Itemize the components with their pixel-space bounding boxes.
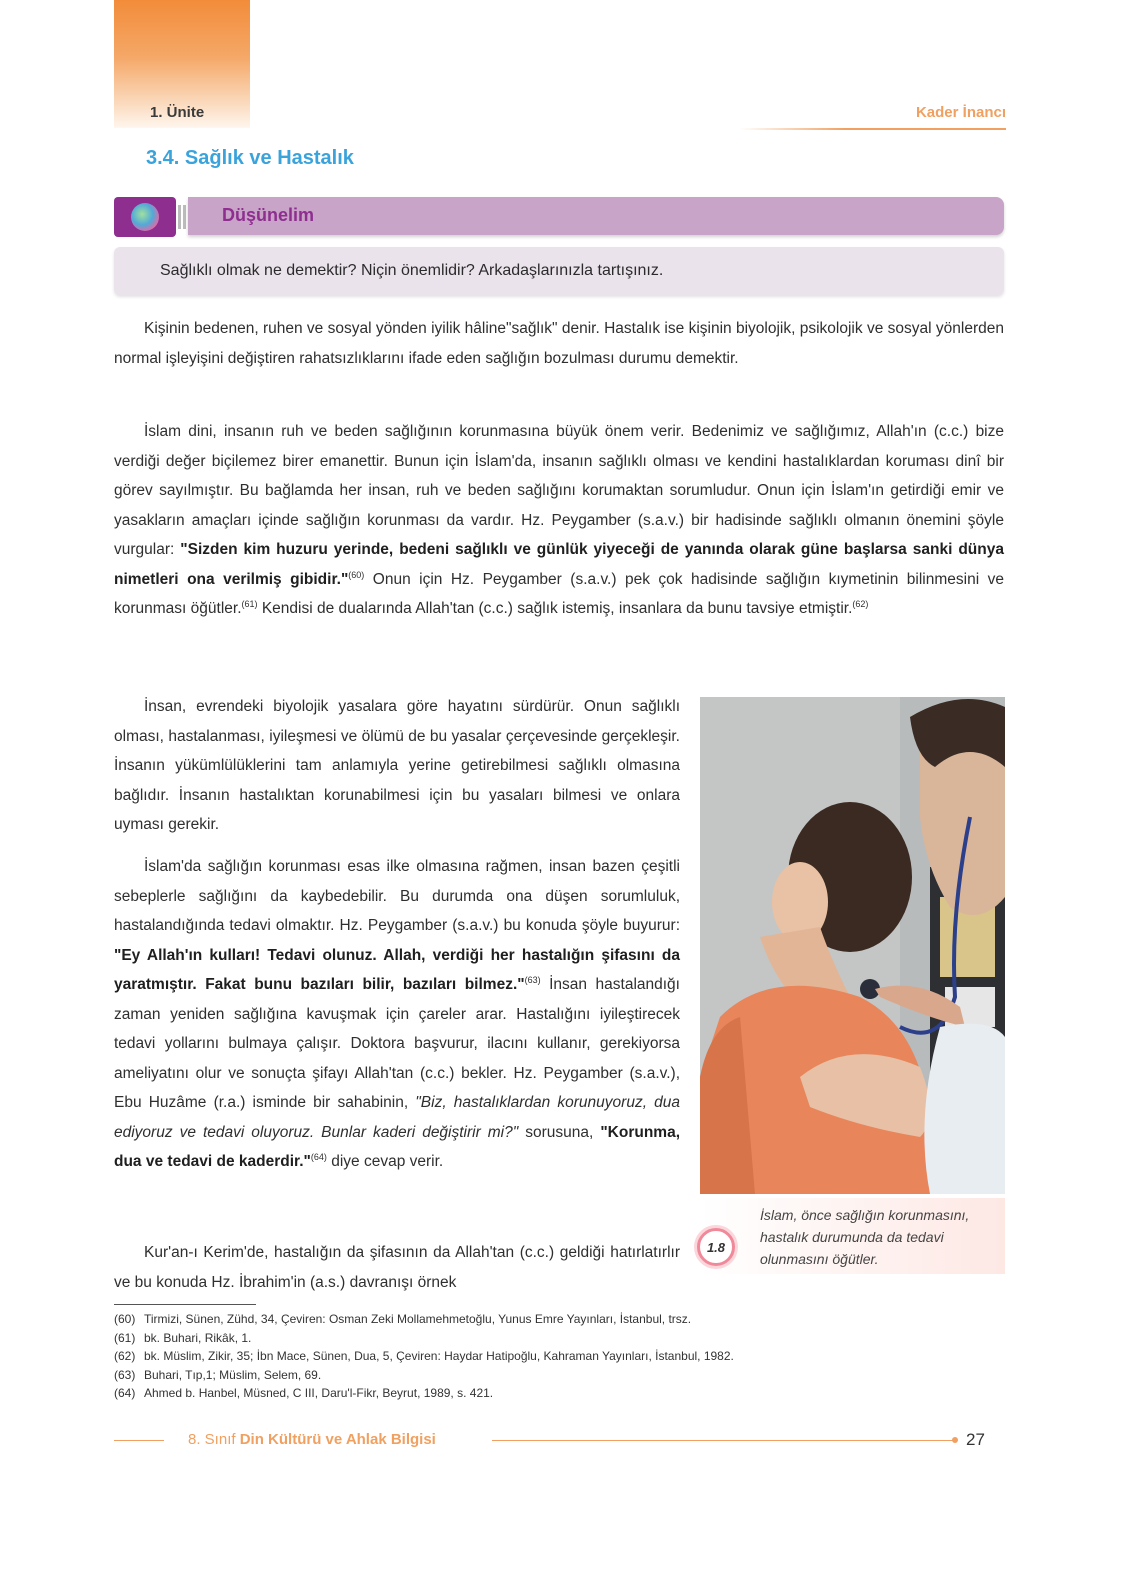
- think-box: [114, 247, 1004, 295]
- footer-book-title: [188, 1431, 436, 1448]
- paragraph-text: Kendisi de dualarında Allah'tan (c.c.) sağlık istemiş, insanlara da bunu tavsiye etmiştir.: [257, 600, 853, 617]
- footer-dot: [952, 1437, 958, 1443]
- figure-caption: İslam, önce sağlığın korunmasını, hastalık durumunda da tedavi olunmasını öğütler.: [760, 1207, 970, 1267]
- footnote-ref: (63): [524, 974, 541, 985]
- footnote-ref: (62): [852, 598, 869, 609]
- footnote-text: bk. Buhari, Rikâk, 1.: [144, 1330, 252, 1345]
- chapter-label: Kader İnancı: [915, 104, 1006, 121]
- footnote-number: (62): [114, 1349, 136, 1363]
- hadith-quote: "Ey Allah'ın kulları! Tedavi olunuz. Allah, verdiği her hastalığın şifasını da yaratmıştır. Fakat bunu bazıları bilir, bazıları bilmez.": [114, 946, 680, 993]
- hadith-quote: "Korunma, dua ve tedavi de kaderdir.": [114, 1123, 680, 1170]
- footnote-ref: (64): [310, 1151, 327, 1162]
- paragraph-1: [114, 314, 1004, 373]
- footnote-text: Ahmed b. Hanbel, Müsned, C III, Daru'l-Fikr, Beyrut, 1989, s. 421.: [144, 1386, 494, 1400]
- footnote-number: (63): [114, 1367, 136, 1382]
- footnote-rule: [114, 1304, 256, 1305]
- paragraph-4: [114, 852, 680, 1177]
- binder-rings-icon: [178, 205, 186, 229]
- globe-icon: [114, 197, 176, 237]
- paragraph-text: İnsan hastalandığı zaman yeniden sağlığına kavuşmak için çareler arar. Hastalığını iyileştirecek tedavi yollarını bulmaya çalışır. Doktora başvurur, ilacını kullanır, gerekiyorsa ameliyatını olur ve sonuçta şifayı Allah'tan (c.c.) bekler. Hz. Peygamber (s.a.v.), Ebu Huzâme (r.a.) isminde bir sahabinin,: [114, 976, 680, 1111]
- companion-question: "Biz, hastalıklardan korunuyoruz, dua ediyoruz ve tedavi oluyoruz. Bunlar kaderi değiştirir mi?": [114, 1094, 680, 1141]
- footnotes: [114, 1310, 1014, 1403]
- section-title: 3.4. Sağlık ve Hastalık: [146, 147, 354, 169]
- unit-label: 1. Ünite: [150, 104, 205, 121]
- paragraph-5: [114, 1238, 680, 1297]
- footnote-number: (64): [114, 1386, 136, 1400]
- paragraph-text: diye cevap verir.: [326, 1153, 444, 1170]
- footer-grade: 8. Sınıf: [188, 1431, 236, 1448]
- doctor-examining-child-photo: [700, 697, 1005, 1194]
- footer-rule-right: [492, 1440, 954, 1441]
- hadith-quote: "Sizden kim huzuru yerinde, bedeni sağlıklı ve günlük yiyeceği de yanında olarak güne başlarsa sanki dünya nimetleri ona verilmiş gibidir.": [114, 541, 1004, 588]
- footnote-text: Buhari, Tıp,1; Müslim, Selem, 69.: [144, 1367, 322, 1382]
- page-number: 27: [966, 1430, 985, 1449]
- footnote-text: Tirmizi, Sünen, Zühd, 34, Çeviren: Osman Zeki Mollamehmetoğlu, Yunus Emre Yayınları, İstanbul, trsz.: [144, 1312, 692, 1326]
- paragraph-text: Kur'an-ı Kerim'de, hastalığın da şifasının da Allah'tan (c.c.) geldiği hatırlatırlır ve bu konuda Hz. İbrahim'in (a.s.) davranışı örnek: [114, 1244, 680, 1291]
- paragraph-text: Onun için Hz. Peygamber (s.a.v.) pek çok hadisinde sağlığın kıymetinin bilinmesini ve korunması öğütler.: [114, 570, 1004, 617]
- footnote-item: [114, 1384, 1014, 1403]
- footnote-ref: (60): [348, 569, 365, 580]
- footnote-item: [114, 1329, 1014, 1348]
- think-box-question: Sağlıklı olmak ne demektir? Niçin önemlidir? Arkadaşlarınızla tartışınız.: [160, 262, 664, 279]
- paragraph-text: İslam'da sağlığın korunması esas ilke olmasına rağmen, insan bazen çeşitli sebeplerle sağlığını da kaybedebilir. Bu durumda ona düşen sorumluluk, hastalandığında tedavi olmaktır. Hz. Peygamber (s.a.v.) bu konuda şöyle buyurur:: [114, 858, 680, 934]
- footnote-item: [114, 1366, 1014, 1385]
- footnote-number: (60): [114, 1312, 136, 1326]
- paragraph-text: İnsan, evrendeki biyolojik yasalara göre hayatını sürdürür. Onun sağlıklı olması, hastalanması, iyileşmesi ve ölümü de bu yasalar çerçevesinde gerçekleşir. İnsanın yükümlülüklerini tam anlamıyla yerine getirebilmesi sağlıklı olmasına bağlıdır. İnsanın hastalıktan korunabilmesi için bu yasaları bilmesi ve onlara uyması gerekir.: [114, 698, 680, 833]
- paragraph-text: Kişinin bedenen, ruhen ve sosyal yönden iyilik hâline"sağlık" denir. Hastalık ise kişinin biyolojik, psikolojik ve sosyal yönlerden normal işleyişini değiştiren rahatsızlıklarını ifade eden sağlığın bozulması durumu demektir.: [114, 320, 1004, 367]
- think-box-header: [114, 197, 1004, 235]
- footnote-item: [114, 1347, 1014, 1366]
- header-rule: [740, 128, 1006, 130]
- paragraph-text: İslam dini, insanın ruh ve beden sağlığının korunmasına büyük önem verir. Bedenimiz ve sağlığımız, Allah'ın (c.c.) bize verdiği değer biçilemez birer emanettir. Bunun için İslam'da, insanın sağlıklı olması ve kendini hastalıklardan koruması dinî bir görev sayılmıştır. Bu bağlamda her insan, ruh ve beden sağlığını korumaktan sorumludur. Onun için İslam'ın getirdiği emir ve yasakların amaçları içinde sağlığın korunması da vardır. Hz. Peygamber (s.a.v.) bir hadisinde sağlıklı olmanın önemini şöyle vurgular:: [114, 423, 1004, 558]
- footnote-text: bk. Müslim, Zikir, 35; İbn Mace, Sünen, Dua, 5, Çeviren: Haydar Hatipoğlu, Kahraman Yayınları, İstanbul, 1982.: [144, 1349, 734, 1363]
- paragraph-text: sorusuna,: [518, 1123, 601, 1141]
- footnote-ref: (61): [241, 598, 258, 609]
- footnote-item: [114, 1310, 1014, 1329]
- footer-title-text: Din Kültürü ve Ahlak Bilgisi: [239, 1431, 436, 1448]
- think-box-title: Düşünelim: [222, 205, 315, 225]
- footer-rule-left: [114, 1440, 164, 1441]
- figure-number-badge: 1.8: [697, 1228, 735, 1266]
- footnote-number: (61): [114, 1330, 136, 1345]
- paragraph-2: [114, 417, 1004, 624]
- paragraph-3: [114, 692, 680, 840]
